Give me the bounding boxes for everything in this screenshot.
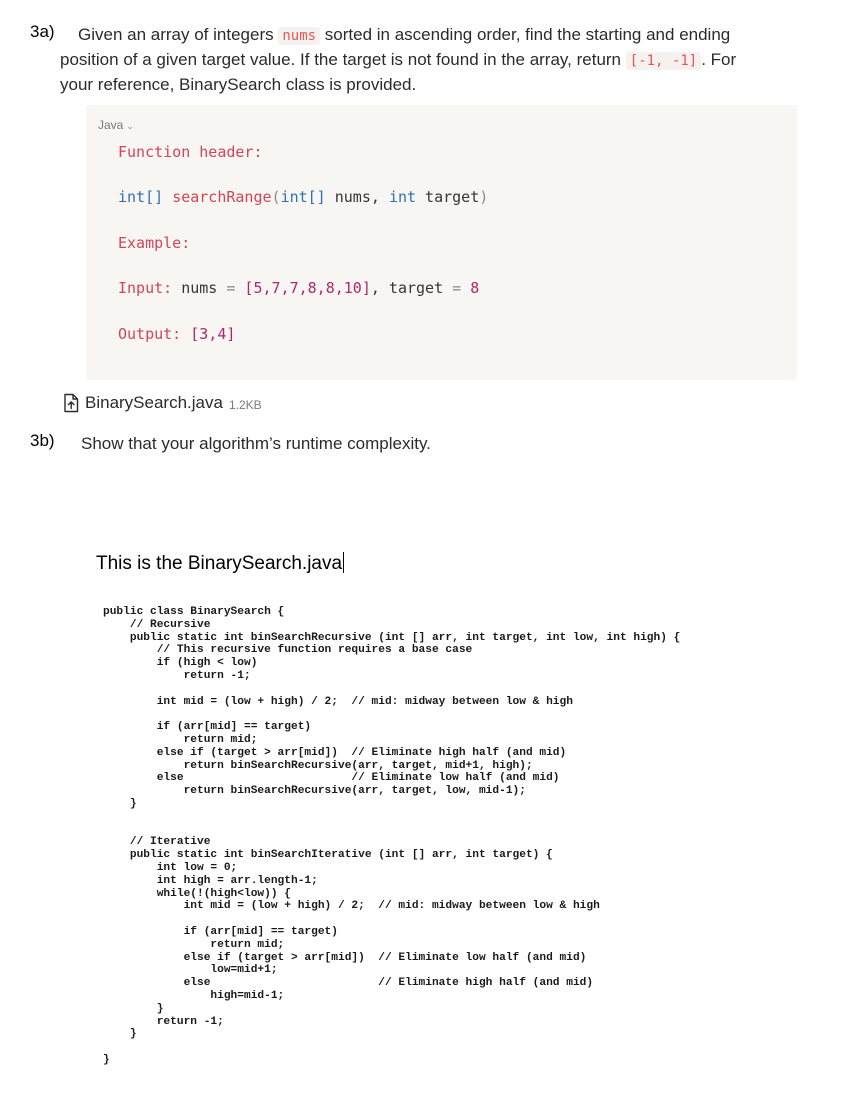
code-text: nums, — [325, 188, 389, 206]
code-text: Input: — [118, 279, 173, 297]
question-3a-text: Given an array of integers — [78, 25, 274, 44]
code-text: ) — [479, 188, 489, 206]
answer-heading[interactable] — [96, 552, 344, 575]
attachment-binarysearch[interactable] — [62, 393, 262, 413]
code-text: searchRange — [172, 188, 272, 206]
question-3a-line-1 — [78, 22, 730, 49]
code-language-selector[interactable] — [98, 118, 134, 132]
code-text: target — [416, 188, 480, 206]
code-text: 8 — [461, 279, 480, 297]
answer-heading-text: This is the BinarySearch.java — [96, 553, 343, 574]
code-text: [5,7,7,8,8,10] — [235, 279, 371, 297]
code-text: int[] — [118, 188, 164, 206]
code-text: int[] — [280, 188, 326, 206]
question-3a-line-3: your reference, BinarySearch class is provided. — [60, 75, 417, 94]
code-text: = — [226, 279, 236, 297]
text-cursor — [343, 552, 344, 573]
code-text: int — [388, 188, 417, 206]
attachment-size: 1.2KB — [228, 397, 262, 412]
question-3a-text: sorted in ascending order, find the starting and ending — [324, 25, 731, 44]
question-3b-text: Show that your algorithm’s runtime complexity. — [81, 434, 431, 453]
code-text: [3,4] — [181, 325, 236, 343]
code-text: Function header: — [118, 143, 263, 161]
code-text: Output: — [118, 325, 182, 343]
code-line-function-header — [118, 143, 263, 161]
code-line-example — [118, 234, 190, 252]
attachment-filename: BinarySearch.java — [85, 393, 223, 412]
question-3a-text: . For — [701, 50, 737, 69]
question-3b-number: 3b) — [30, 431, 55, 450]
code-line-output — [118, 325, 235, 343]
question-3a-line-2 — [60, 47, 736, 74]
code-text: = — [452, 279, 462, 297]
code-line-input — [118, 279, 479, 297]
question-3a-text: position of a given target value. If the target is not found in the array, return — [60, 50, 622, 69]
code-text: nums — [172, 279, 227, 297]
binarysearch-source-image: public class BinarySearch { // Recursive public static int binSearchRecursive (int [] arr, int target, int low, int high) { // This recursive function requires a base case if (high < low) return -1; int mid = (low + high) / 2; // mid: midway between low & high if (arr[mid] == target) return mid; else if (target > arr[mid]) // Eliminate high half (and mid) return binSearchRecursive(arr, target, mid+1, high); else // Eliminate low half (and mid) return binSearchRecursive(arr, target, low, mid-1); } // Iterative public static int binSearchIterative (int [] arr, int target) { int low = 0; int high = arr.length-1; while(!(high<low)) { int mid = (low + high) / 2; // mid: midway between low & high if (arr[mid] == target) return mid; else if (target > arr[mid]) // Eliminate low half (and mid) low=mid+1; else // Eliminate high half (and mid) high=mid-1; } return -1; } } — [103, 606, 681, 1066]
inline-code-not-found: [-1, -1] — [626, 52, 701, 70]
chevron-down-icon: ⌄ — [126, 121, 134, 131]
code-line-signature — [118, 188, 488, 206]
question-3a-number: 3a) — [30, 22, 55, 41]
file-upload-icon — [62, 393, 80, 413]
code-text: , target — [370, 279, 453, 297]
code-language-label: Java — [98, 118, 124, 132]
code-text: ( — [271, 188, 281, 206]
code-text: Example: — [118, 234, 191, 252]
inline-code-nums: nums — [278, 27, 320, 45]
